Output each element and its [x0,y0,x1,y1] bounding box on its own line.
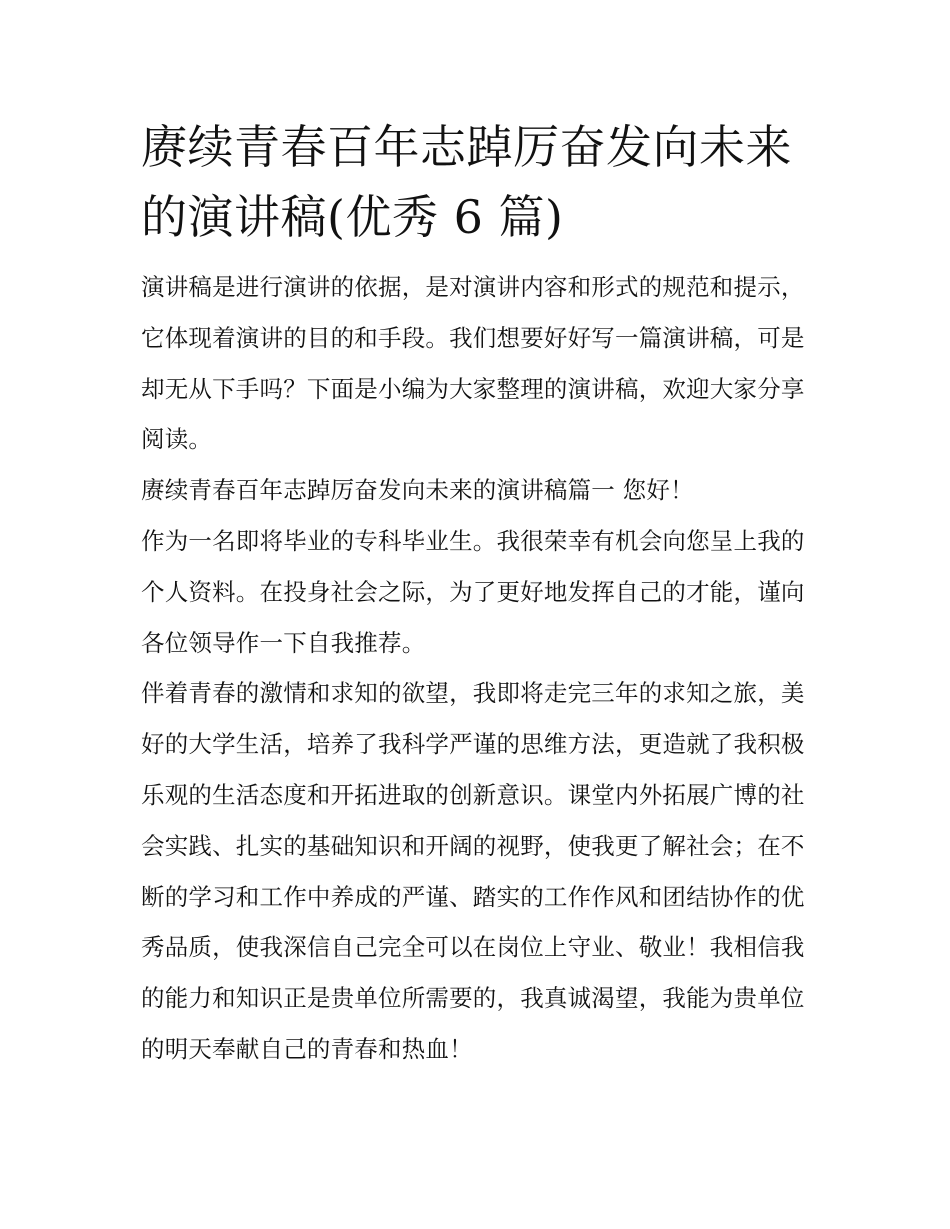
document-title: 赓续青春百年志踔厉奋发向未来的演讲稿(优秀 6 篇) [141,120,792,244]
paragraph-experience: 伴着青春的激情和求知的欲望，我即将走完三年的求知之旅，美好的大学生活，培养了我科学严谨的思维方法，更造就了我积极乐观的生活态度和开拓进取的创新意识。课堂内外拓展广博的社会实践、扎实的基础知识和开阔的视野，使我更了解社会；在不断的学习和工作中养成的严谨、踏实的工作作风和团结协作的优秀品质，使我深信自己完全可以在岗位上守业、敬业！我相信我的能力和知识正是贵单位所需要的，我真诚渴望，我能为贵单位的明天奉献自己的青春和热血！ [141,679,805,1063]
paragraph-intro: 演讲稿是进行演讲的依据，是对演讲内容和形式的规范和提示，它体现着演讲的目的和手段。我们想要好好写一篇演讲稿，可是却无从下手吗？下面是小编为大家整理的演讲稿，欢迎大家分享阅读。 [141,273,805,454]
document-body [141,262,813,1075]
document-page [141,112,813,1075]
paragraph-section-heading: 赓续青春百年志踔厉奋发向未来的演讲稿篇一 您好！ [141,476,694,505]
paragraph-self-introduction: 作为一名即将毕业的专科毕业生。我很荣幸有机会向您呈上我的个人资料。在投身社会之际，为了更好地发挥自己的才能，谨向各位领导作一下自我推荐。 [141,526,805,657]
